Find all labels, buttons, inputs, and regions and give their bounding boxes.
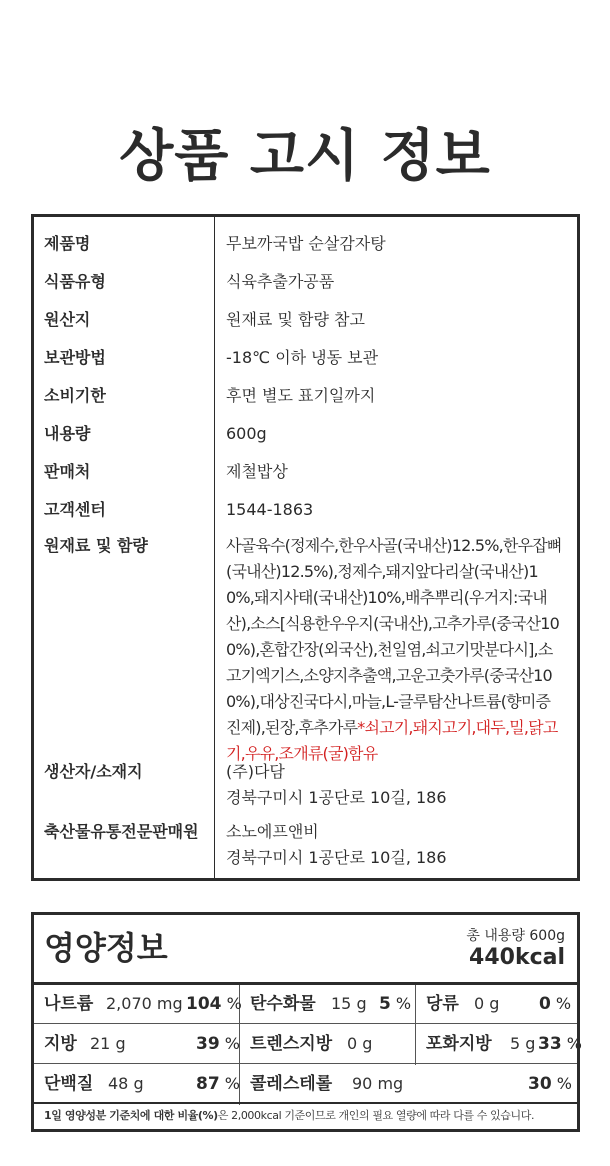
nutrition-row	[34, 1025, 582, 1064]
percent-unit: %	[551, 1074, 572, 1093]
percent-unit: %	[219, 1034, 240, 1053]
info-value	[226, 819, 564, 871]
info-value: 식육추출가공품	[226, 272, 335, 291]
allergen-warning: *쇠고기,돼지고기,대두,밀,닭고기,우유,조개류(굴)함유	[226, 718, 558, 763]
percent-value: 39	[196, 1034, 220, 1054]
nutrient-amount: 0 g	[474, 994, 500, 1013]
nutrient-name: 나트륨	[44, 994, 94, 1014]
nutrient-amount: 48 g	[108, 1074, 144, 1093]
producer-address: 경북구미시 1공단로 10길, 186	[226, 788, 447, 807]
nutrient-percent	[196, 1065, 240, 1103]
percent-unit: %	[219, 1074, 240, 1093]
nutrition-row	[34, 1065, 577, 1104]
info-label: 제품명	[44, 234, 91, 253]
percent-value: 33	[538, 1034, 562, 1054]
info-label: 판매처	[44, 462, 91, 481]
percent-value: 30	[528, 1074, 552, 1094]
info-value: 600g	[226, 424, 267, 443]
footnote-text: 은 2,000kcal 기준이므로 개인의 필요 열량에 따라 다를 수 있습니다.	[217, 1109, 535, 1122]
nutrient-percent	[539, 985, 571, 1023]
page-title: 상품 고시 정보	[119, 124, 491, 189]
producer-name: (주)다담	[226, 762, 285, 781]
distributor-address: 경북구미시 1공단로 10길, 186	[226, 848, 447, 867]
percent-value: 87	[196, 1074, 220, 1094]
info-value: 무보까국밥 순살감자탕	[226, 234, 386, 253]
nutrient-name: 콜레스테롤	[250, 1074, 333, 1094]
info-label: 소비기한	[44, 386, 106, 405]
info-value	[226, 759, 564, 811]
nutrient-amount: 90 mg	[352, 1074, 404, 1093]
nutrition-grid	[34, 982, 582, 1102]
info-label: 내용량	[44, 424, 91, 443]
nutrient-amount: 21 g	[90, 1034, 126, 1053]
info-value: 원재료 및 함량 참고	[226, 310, 365, 329]
percent-unit: %	[561, 1034, 582, 1053]
info-value: 제철밥상	[226, 462, 288, 481]
distributor-name: 소노에프앤비	[226, 822, 319, 841]
nutrient-percent	[538, 1025, 582, 1063]
total-content: 총 내용량 600g	[466, 928, 565, 944]
nutrient-percent	[379, 985, 411, 1023]
percent-value: 104	[186, 994, 222, 1014]
info-value: 1544-1863	[226, 500, 314, 519]
ingredients-main: 사골육수(정제수,한우사골(국내산)12.5%,한우잡뼈(국내산)12.5%),정제수,돼지앞다리살(국내산)10%,돼지사태(국내산)10%,배추뿌리(우거지:국내산),소스[식용한우우지(국내산),고추가루(중국산100%),혼합간장(외국산),천일염,쇠고기맛분다시],소고기엑기스,소양지추출액,고운고춧가루(중국산100%),대상진국다시,마늘,L-글루탐산나트륨(향미증진제),된장,후추가루	[226, 536, 562, 737]
nutrition-footnote	[44, 1107, 534, 1123]
info-value: -18℃ 이하 냉동 보관	[226, 348, 379, 367]
percent-value: 0	[539, 994, 551, 1014]
footnote-bold: 1일 영양성분 기준치에 대한 비율(%)	[44, 1109, 218, 1122]
nutrient-name: 당류	[426, 994, 459, 1014]
nutrient-name: 포화지방	[426, 1034, 492, 1054]
percent-value: 5	[379, 994, 391, 1014]
info-label: 원산지	[44, 310, 91, 329]
calories: 440kcal	[469, 945, 565, 970]
info-label: 고객센터	[44, 500, 106, 519]
info-label: 축산물유통전문판매원	[44, 822, 199, 841]
percent-unit: %	[550, 994, 572, 1013]
info-label: 식품유형	[44, 272, 106, 291]
info-label: 원재료 및 함량	[44, 536, 148, 555]
nutrient-amount: 15 g	[331, 994, 367, 1013]
nutrient-amount: 0 g	[347, 1034, 373, 1053]
nutrient-amount: 5 g	[510, 1034, 536, 1053]
nutrition-facts-box	[31, 912, 580, 1132]
nutrient-percent	[528, 1065, 572, 1103]
nutrient-name: 트렌스지방	[250, 1034, 333, 1054]
product-info-table	[31, 214, 580, 881]
percent-unit: %	[390, 994, 412, 1013]
column-divider	[214, 217, 215, 878]
nutrition-title: 영양정보	[44, 929, 168, 967]
nutrition-row	[34, 985, 577, 1024]
info-label: 보관방법	[44, 348, 106, 367]
percent-unit: %	[221, 994, 242, 1013]
info-label: 생산자/소재지	[44, 762, 143, 781]
nutrient-name: 지방	[44, 1034, 77, 1054]
nutrient-name: 탄수화물	[250, 994, 316, 1014]
nutrient-percent	[196, 1025, 240, 1063]
nutrient-name: 단백질	[44, 1074, 94, 1094]
info-value: 후면 별도 표기일까지	[226, 386, 376, 405]
nutrient-amount: 2,070 mg	[106, 994, 183, 1013]
nutrient-percent	[186, 985, 242, 1023]
ingredients-text	[226, 533, 564, 767]
